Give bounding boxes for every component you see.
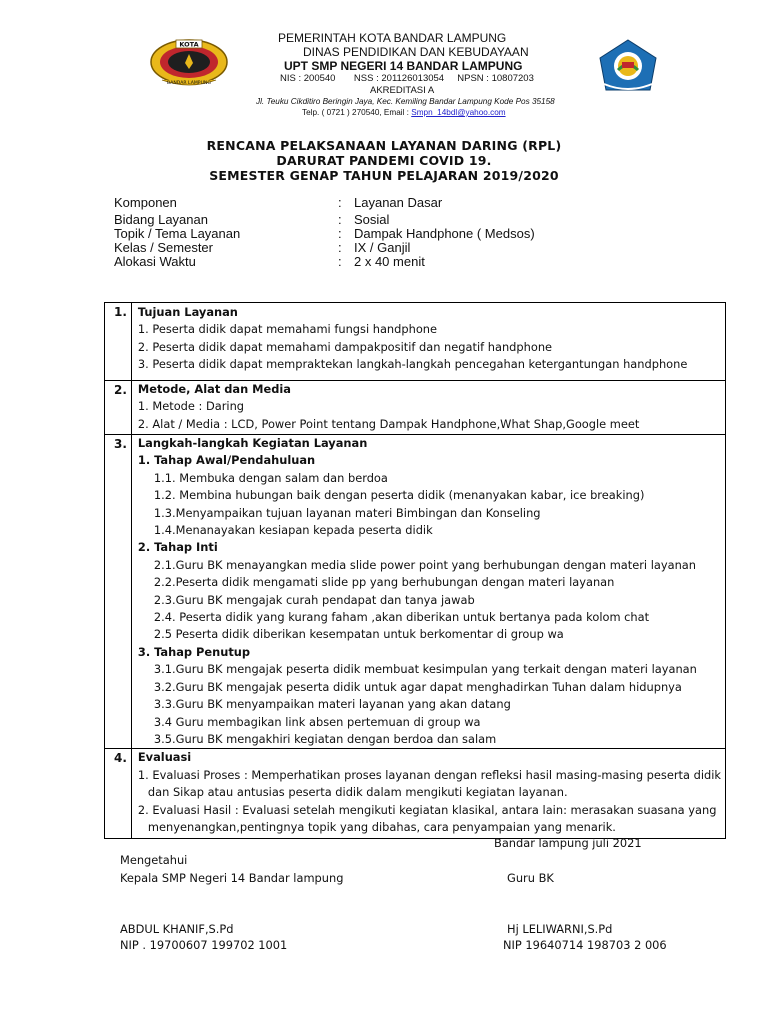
- school-ids: NIS : 200540 NSS : 201126013054 NPSN : 10807203: [280, 73, 534, 84]
- section-line: 2. Alat / Media : LCD, Power Point tentang Dampak Handphone,What Shap,Google meet: [137, 416, 640, 431]
- gov-name: PEMERINTAH KOTA BANDAR LAMPUNG: [278, 31, 507, 45]
- step-line: 1.3.Menyampaikan tujuan layanan materi Bimbingan dan Konseling: [153, 505, 541, 520]
- school-contact: [302, 108, 506, 117]
- section-number: 4.: [105, 749, 132, 839]
- section-content: [131, 303, 725, 381]
- section-line: 2. Peserta didik dapat memahami dampakpositif dan negatif handphone: [137, 339, 553, 354]
- section-line: dan Sikap atau antusias peserta didik dalam mengikuti kegiatan layanan.: [147, 785, 568, 800]
- contact-prefix: Telp. ( 0721 ) 270540, Email :: [302, 108, 412, 117]
- section-heading: Tujuan Layanan: [137, 305, 238, 319]
- school-name: UPT SMP NEGERI 14 BANDAR LAMPUNG: [284, 59, 523, 73]
- rpl-table: [104, 302, 726, 839]
- step-line: 1.1. Membuka dengan salam dan berdoa: [153, 470, 388, 485]
- section-line: 1. Evaluasi Proses : Memperhatikan proses layanan dengan refleksi hasil masing-masing peserta didik: [137, 767, 721, 782]
- info-colon: :: [338, 240, 342, 255]
- education-emblem-logo: [596, 38, 660, 96]
- counselor-name: Hj LELIWARNI,S.Pd: [507, 922, 613, 936]
- phase-heading: 1. Tahap Awal/Pendahuluan: [137, 453, 316, 468]
- info-colon: :: [338, 254, 342, 269]
- principal-title: Kepala SMP Negeri 14 Bandar lampung: [120, 871, 344, 885]
- info-value-bidang: Sosial: [354, 212, 390, 227]
- principal-name: ABDUL KHANIF,S.Pd: [120, 922, 234, 936]
- info-value-alokasi: 2 x 40 menit: [354, 254, 425, 269]
- info-colon: :: [338, 226, 342, 241]
- step-line: 3.5.Guru BK mengakhiri kegiatan dengan berdoa dan salam: [153, 731, 497, 746]
- step-line: 1.4.Menanayakan kesiapan kepada peserta didik: [153, 523, 433, 538]
- dept-name: DINAS PENDIDIKAN DAN KEBUDAYAAN: [303, 45, 529, 59]
- step-line: 2.4. Peserta didik yang kurang faham ,akan diberikan untuk bertanya pada kolom chat: [153, 610, 650, 625]
- section-line: 1. Peserta didik dapat memahami fungsi handphone: [137, 322, 438, 337]
- section-row-1: [105, 303, 726, 381]
- step-line: 3.3.Guru BK menyampaikan materi layanan yang akan datang: [153, 697, 511, 712]
- school-address: Jl. Teuku Cikditiro Beringin Jaya, Kec. Kemiling Bandar Lampung Kode Pos 35158: [256, 97, 555, 106]
- logo-text-top: KOTA: [179, 40, 199, 49]
- step-line: 2.2.Peserta didik mengamati slide pp yang berhubungan dengan materi layanan: [153, 575, 615, 590]
- phase-heading: 3. Tahap Penutup: [137, 644, 251, 659]
- step-line: 2.1.Guru BK menayangkan media slide power point yang berhubungan dengan materi layanan: [153, 557, 697, 572]
- accreditation: AKREDITASI A: [370, 85, 435, 96]
- section-line: 2. Evaluasi Hasil : Evaluasi setelah mengikuti kegiatan klasikal, antara lain: merasakan suasana yang: [137, 802, 717, 817]
- info-label-alokasi: Alokasi Waktu: [114, 254, 196, 269]
- section-line: 3. Peserta didik dapat mempraktekan langkah-langkah pencegahan ketergantungan handphone: [137, 357, 688, 372]
- phase-heading: 2. Tahap Inti: [137, 540, 218, 555]
- doc-title-line2: DARURAT PANDEMI COVID 19.: [276, 153, 492, 168]
- info-label-topik: Topik / Tema Layanan: [114, 226, 241, 241]
- info-colon: :: [338, 195, 342, 210]
- section-number: 1.: [105, 303, 132, 381]
- info-label-bidang: Bidang Layanan: [114, 212, 208, 227]
- doc-title-line1: RENCANA PELAKSANAAN LAYANAN DARING (RPL): [206, 138, 562, 153]
- section-heading: Metode, Alat dan Media: [137, 382, 291, 396]
- section-number: 3.: [105, 435, 132, 749]
- counselor-title: Guru BK: [507, 871, 554, 885]
- section-line: menyenangkan,pentingnya topik yang dibahas, cara penyampaian yang menarik.: [147, 819, 616, 834]
- step-line: 3.4 Guru membagikan link absen pertemuan di group wa: [153, 714, 481, 729]
- section-row-3: [105, 435, 726, 749]
- step-line: 2.5 Peserta didik diberikan kesempatan untuk berkomentar di group wa: [153, 627, 564, 642]
- counselor-nip: NIP 19640714 198703 2 006: [503, 938, 667, 952]
- step-line: 1.2. Membina hubungan baik dengan peserta didik (menanyakan kabar, ice breaking): [153, 488, 645, 503]
- info-label-komponen: Komponen: [114, 195, 177, 210]
- step-line: 3.1.Guru BK mengajak peserta didik membuat kesimpulan yang terkait dengan materi layanan: [153, 662, 697, 677]
- step-line: 3.2.Guru BK mengajak peserta didik untuk agar dapat menghadirkan Tuhan dalam hidupnya: [153, 679, 682, 694]
- doc-title-line3: SEMESTER GENAP TAHUN PELAJARAN 2019/2020: [209, 168, 559, 183]
- step-line: 2.3.Guru BK mengajak curah pendapat dan tanya jawab: [153, 592, 475, 607]
- section-line: 1. Metode : Daring: [137, 399, 245, 414]
- section-content: [131, 381, 725, 435]
- email-link[interactable]: Smpn_14bdl@yahoo.com: [411, 108, 506, 117]
- info-value-komponen: Layanan Dasar: [354, 195, 443, 210]
- info-value-kelas: IX / Ganjil: [354, 240, 411, 255]
- mengetahui-label: Mengetahui: [120, 853, 188, 867]
- logo-text-bottom: BANDAR LAMPUNG: [167, 81, 211, 86]
- section-row-2: [105, 381, 726, 435]
- principal-nip: NIP . 19700607 199702 1001: [120, 938, 288, 952]
- city-emblem-logo: [148, 36, 230, 88]
- section-row-4: [105, 749, 726, 839]
- section-heading: Langkah-langkah Kegiatan Layanan: [137, 436, 368, 450]
- info-colon: :: [338, 212, 342, 227]
- section-number: 2.: [105, 381, 132, 435]
- section-content: [131, 435, 725, 749]
- info-label-kelas: Kelas / Semester: [114, 240, 213, 255]
- info-value-topik: Dampak Handphone ( Medsos): [354, 226, 535, 241]
- section-content: [131, 749, 725, 839]
- place-date: Bandar lampung juli 2021: [494, 836, 642, 850]
- section-heading: Evaluasi: [137, 750, 192, 765]
